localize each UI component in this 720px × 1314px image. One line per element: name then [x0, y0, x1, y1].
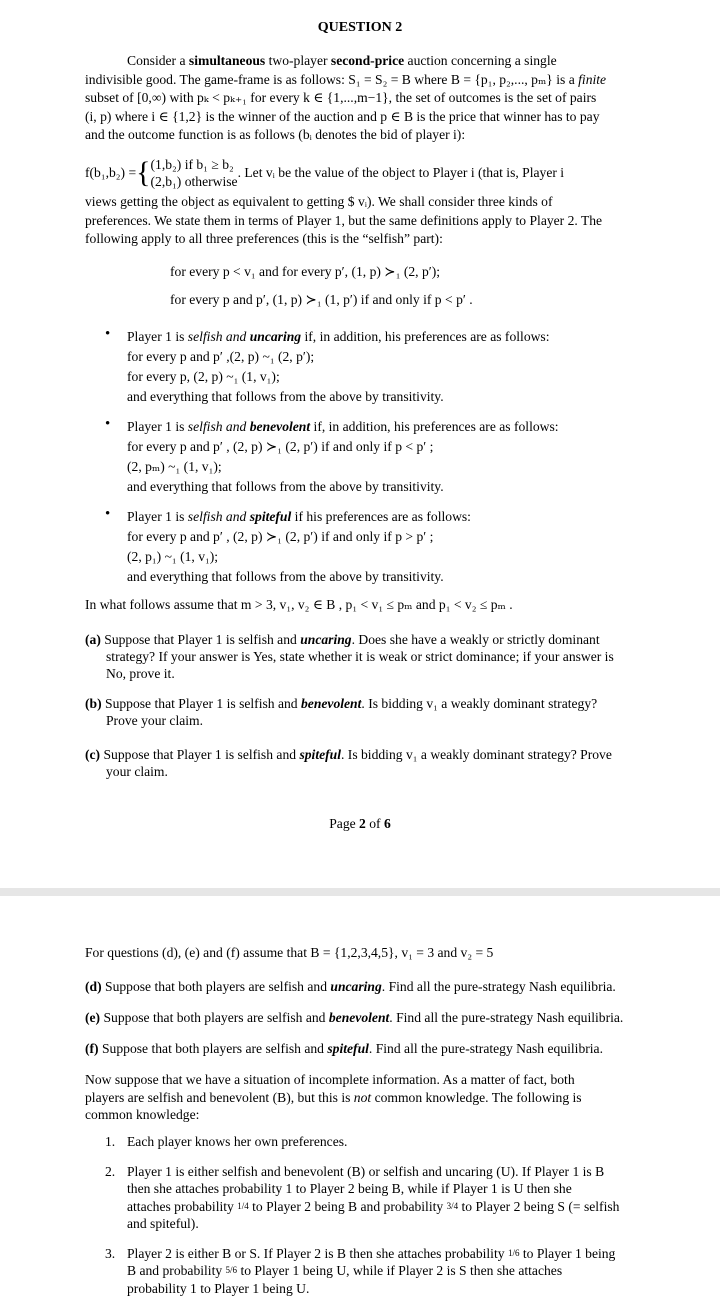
question-f: (f) Suppose that both players are selfish and spiteful. Find all the pure-strategy Nash equilibria. — [85, 1041, 603, 1056]
list-item: 3. Player 2 is either B or S. If Player 2 is B then she attaches probability 1/6 to Player 1 being B and probability 5/6 to Player 1 being U, while if Player 2 is S then she attaches probability 1 to Player 1 being U. — [105, 1245, 616, 1296]
left-brace: { — [136, 156, 151, 189]
incomplete-info-paragraph: Now suppose that we have a situation of incomplete information. As a matter of fact, both players are selfish and benevolent (B), but this is not common knowledge. The following is common knowledge: — [85, 1072, 582, 1122]
bullet-spiteful: Player 1 is selfish and spiteful if his preferences are as follows: for every p and p′ , (2, p) ≻₁ (2, p′) if and only if p > p′ ; (2, p₁) ~₁ (1, v₁); and everything that follows from the above by transitivity. — [127, 509, 471, 584]
page-separator — [0, 888, 720, 896]
assumptions-list — [105, 1133, 640, 1309]
question-title: QUESTION 2 — [317, 20, 403, 35]
intro-line-3: subset of [0,∞) with pₖ < pₖ₊₁ for every k ∈ {1,...,m−1}, the set of outcomes is the set of pairs — [85, 90, 597, 105]
selfish-condition-2: for every p and p′, (1, p) ≻₁ (1, p′) if and only if p < p′ . — [170, 292, 473, 307]
document-page-2 — [0, 896, 720, 1314]
bullet-dot: • — [105, 416, 111, 432]
list-item: 2. Player 1 is either selfish and benevolent (B) or selfish and uncaring (U). If Player 1 is B then she attaches probability 1 to Player 2 being B, while if Player 1 is U then she attaches probability 1/4 to Player 2 being B and probability 3/4 to Player 2 being S (= selfish and spiteful). — [105, 1163, 620, 1231]
question-d: (d) Suppose that both players are selfish and uncaring. Find all the pure-strategy Nash equilibria. — [85, 979, 616, 994]
page-footer: Page 2 of 6 — [329, 816, 391, 831]
outcome-cases: (1,b₂) if b₁ ≥ b₂ (2,b₁) otherwise — [150, 157, 238, 189]
assumption-line: In what follows assume that m > 3, v₁, v₂ ∈ B , p₁ < v₁ ≤ pₘ and p₁ < v₂ ≤ pₘ . — [85, 597, 513, 612]
question-e: (e) Suppose that both players are selfish and benevolent. Find all the pure-strategy Nash equilibria. — [85, 1010, 624, 1025]
intro-paragraph — [85, 52, 637, 145]
intro-line-4: (i, p) where i ∈ {1,2} is the winner of the auction and p ∈ B is the price that winner has to pay — [85, 108, 600, 124]
question-b: (b) Suppose that Player 1 is selfish and benevolent. Is bidding v₁ a weakly dominant strategy? Prove your claim. — [85, 696, 598, 728]
bullet-dot: • — [105, 326, 111, 342]
list-item: 1. Each player knows her own preferences. — [105, 1134, 348, 1149]
intro-line-1: Consider a simultaneous two-player second-price auction concerning a single — [127, 53, 557, 68]
bullet-benevolent: Player 1 is selfish and benevolent if, in addition, his preferences are as follows: for every p and p′ , (2, p) ≻₁ (2, p′) if and only if p < p′ ; (2, pₘ) ~₁ (1, v₁); and everything that follows from the above by transitivity. — [127, 419, 559, 494]
outcome-function-lhs: f(b₁,b₂) = — [85, 165, 137, 180]
selfish-condition-1: for every p < v₁ and for every p′, (1, p) ≻₁ (2, p′); — [170, 264, 441, 279]
intro-line-5: and the outcome function is as follows (bᵢ denotes the bid of player i): — [85, 127, 466, 142]
assumption-line-2: For questions (d), (e) and (f) assume that B = {1,2,3,4,5}, v₁ = 3 and v₂ = 5 — [85, 945, 494, 960]
question-c: (c) Suppose that Player 1 is selfish and spiteful. Is bidding v₁ a weakly dominant strategy? Prove your claim. — [85, 747, 612, 779]
bullet-dot: • — [105, 506, 111, 522]
outcome-function: f(b₁,b₂) ={ (1,b₂) if b₁ ≥ b₂ (2,b₁) otherwise . Let vᵢ be the value of the object to Player i (that is, Player i — [85, 156, 565, 189]
preferences-paragraph: views getting the object as equivalent to getting $ vᵢ). We shall consider three kinds of preferences. We state them in terms of Player 1, but the same definitions apply to Player 2. The following apply to all three preferences (this is the “selfish” part): — [85, 194, 603, 246]
bullet-uncaring: Player 1 is selfish and uncaring if, in addition, his preferences are as follows: for every p and p′ ,(2, p) ~₁ (2, p′); for every p, (2, p) ~₁ (1, v₁); and everything that follows from the above by transitivity. — [127, 329, 550, 404]
intro-line-2: indivisible good. The game-frame is as follows: S₁ = S₂ = B where B = {p₁, p₂,..., pₘ} is a finite — [85, 71, 607, 87]
question-a: (a) Suppose that Player 1 is selfish and uncaring. Does she have a weakly or strictly dominant strategy? If your answer is Yes, state whether it is weak or strict dominance; if your answer is No, prove it. — [85, 632, 614, 681]
